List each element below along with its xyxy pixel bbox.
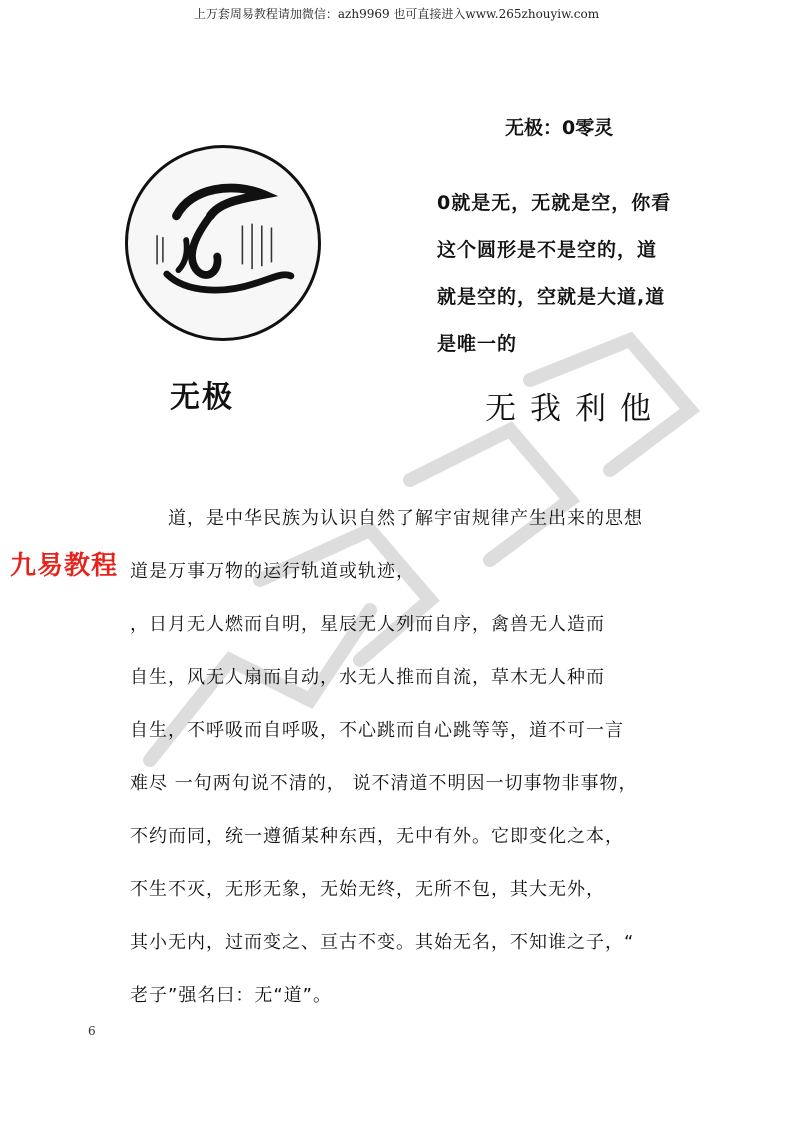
intro-line: 0就是无，无就是空，你看 (437, 192, 672, 214)
body-line: 其小无内，过而变之、亘古不变。其始无名，不知谁之子，“ (130, 932, 635, 953)
logo-caption: 无极 (170, 380, 234, 415)
body-line: 自生，风无人扇而自动，水无人推而自流，草木无人种而 (130, 667, 605, 688)
wuji-calligraphy-logo (125, 145, 321, 341)
intro-line: 是唯一的 (437, 333, 518, 355)
intro-line: 这个圆形是不是空的，道 (437, 239, 658, 261)
body-line: 道，是中华民族为认识自然了解宇宙规律产生出来的思想 (168, 508, 643, 529)
body-line: ，日月无人燃而自明，星辰无人列而自序，禽兽无人造而 (130, 614, 605, 635)
red-stamp-label: 九易教程 (6, 545, 122, 582)
body-line: 不生不灭，无形无象，无始无终，无所不包，其大无外， (130, 879, 605, 900)
body-line: 不约而同，统一遵循某种东西，无中有外。它即变化之本， (130, 826, 624, 847)
body-line: 难尽 一句两句说不清的， 说不清道不明因一切事物非事物， (130, 773, 638, 794)
slogan: 无我利他 (485, 391, 665, 427)
intro-line: 就是空的，空就是大道,道 (437, 286, 666, 308)
body-line: 自生，不呼吸而自呼吸，不心跳而自心跳等等，道不可一言 (130, 720, 624, 741)
intro-paragraph (437, 180, 707, 368)
body-line: 老子”强名曰：无“道”。 (130, 985, 332, 1006)
page-number: 6 (88, 1024, 96, 1038)
dao-calligraphy-icon (128, 148, 318, 338)
section-title: 无极：0零灵 (505, 117, 614, 139)
page-header: 上万套周易教程请加微信：azh9969 也可直接进入www.265zhouyiw.com (193, 7, 600, 21)
body-line: 道是万事万物的运行轨道或轨迹， (130, 561, 415, 582)
main-paragraph (130, 492, 730, 1022)
